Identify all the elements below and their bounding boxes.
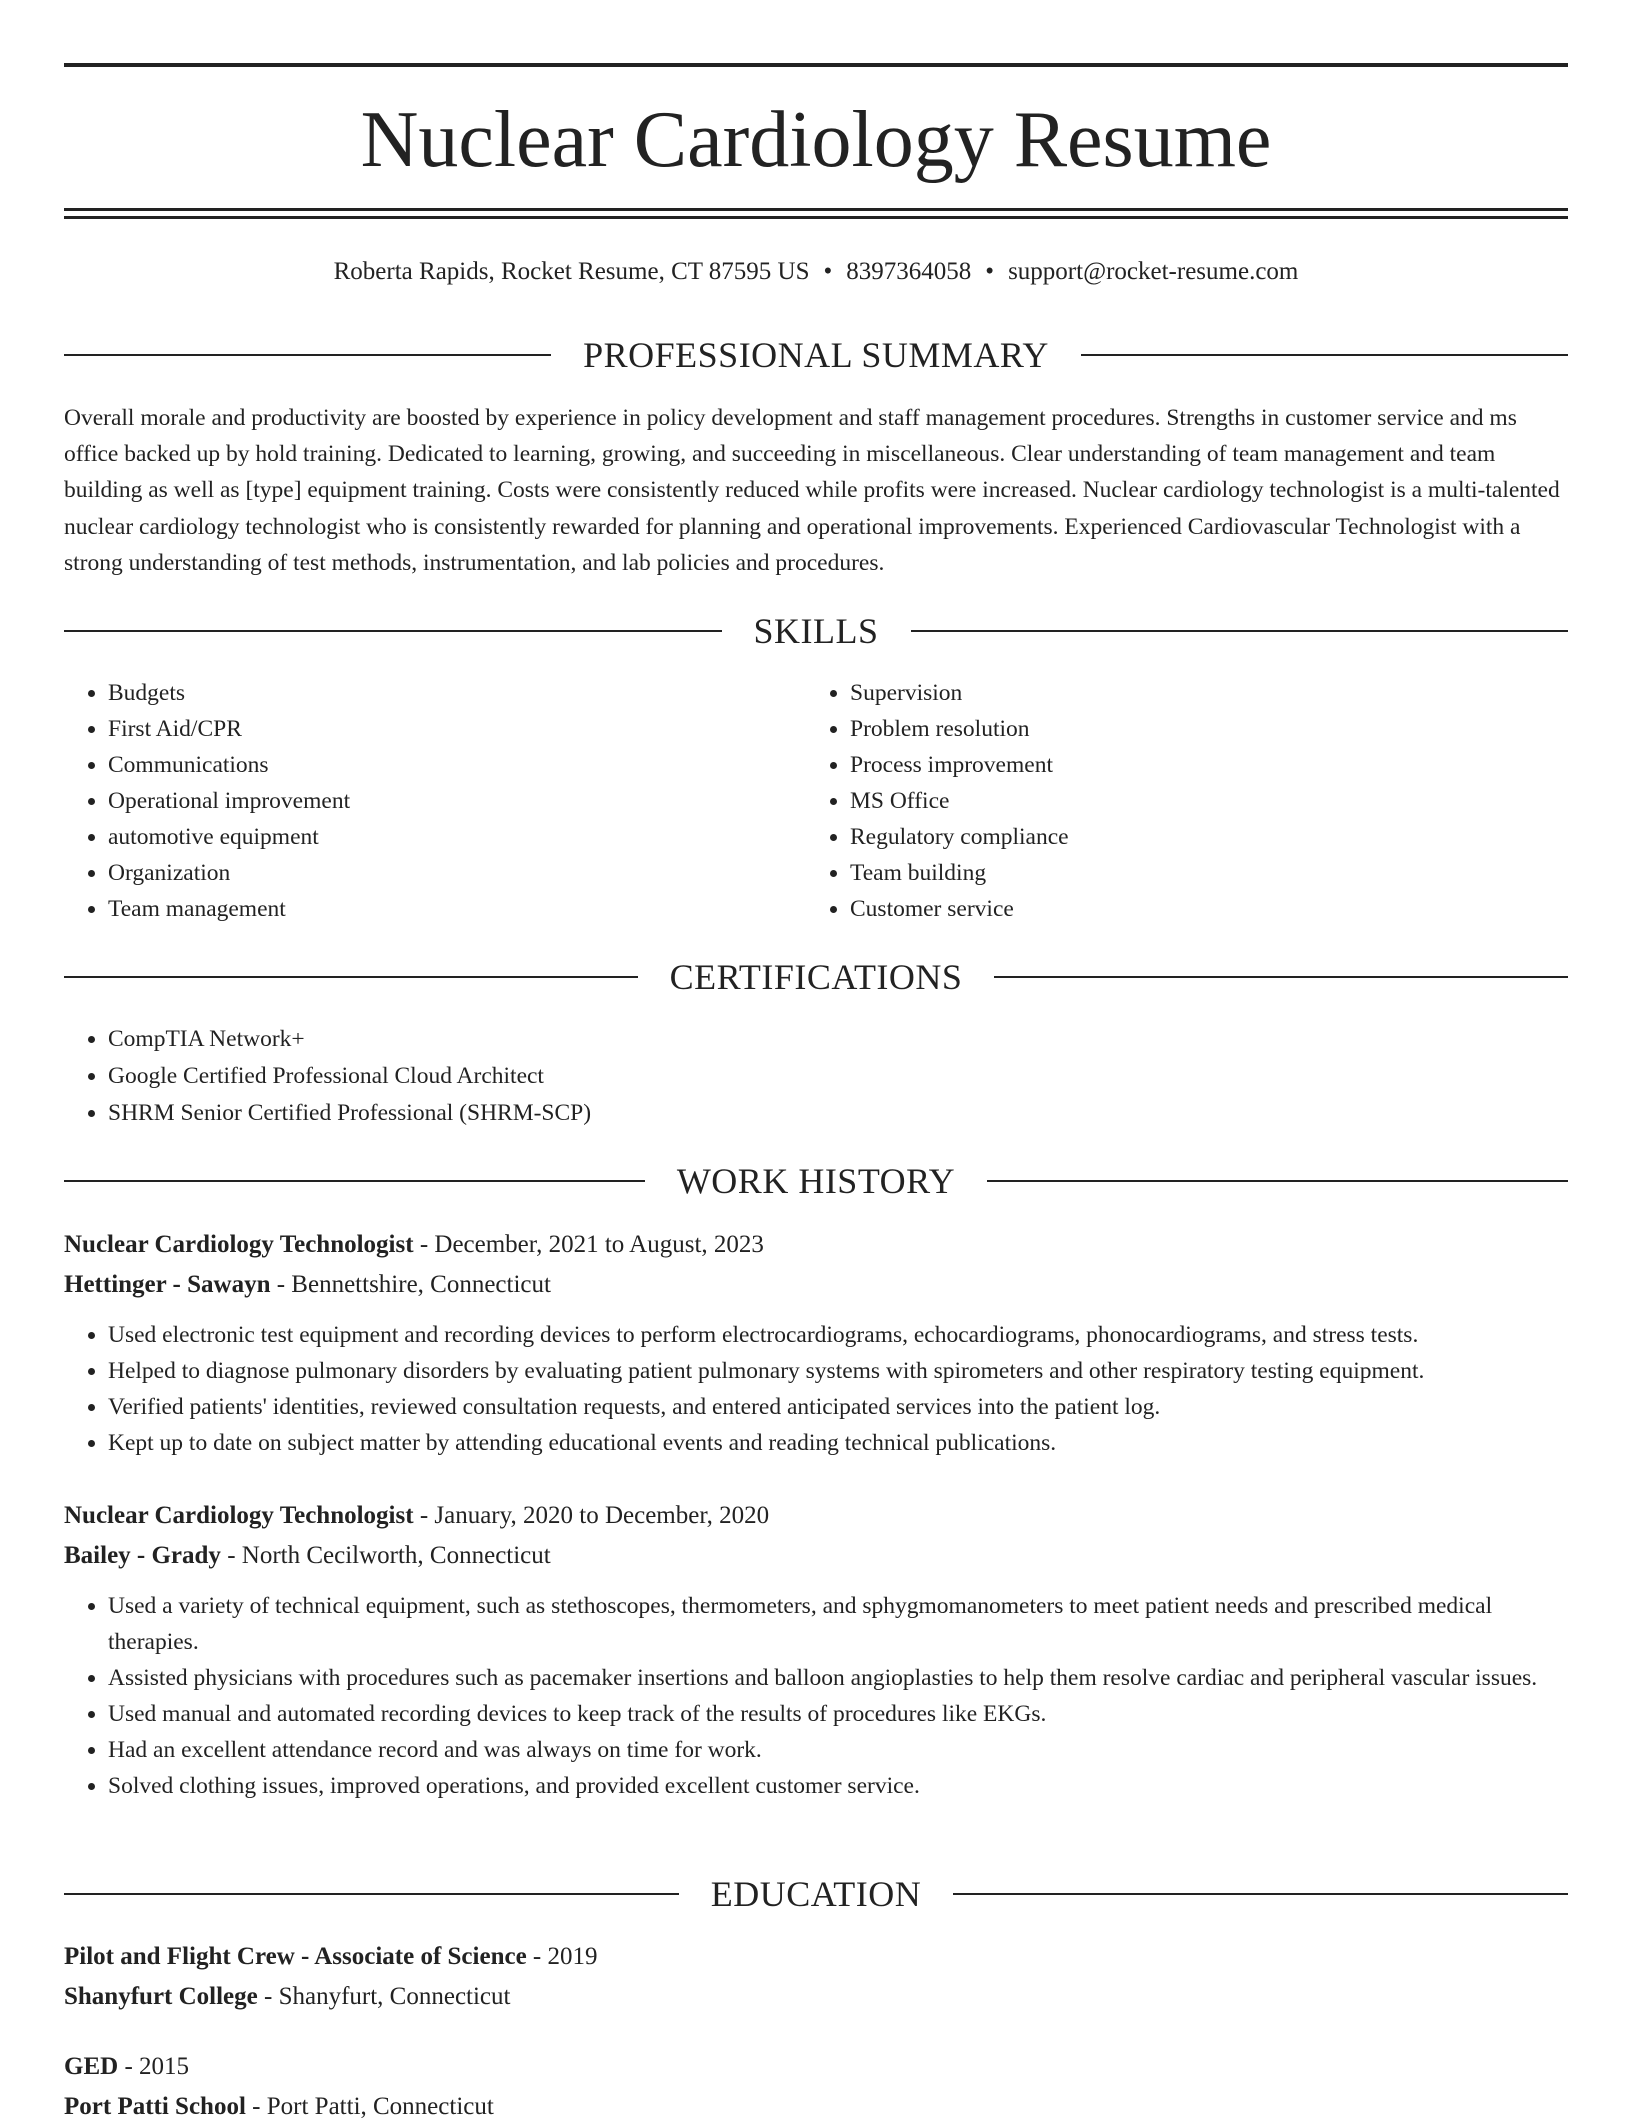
skill-item: • Supervision [850, 675, 1506, 711]
education-school-line [64, 2087, 1568, 2127]
education-degree-line [64, 2047, 1568, 2087]
section-title: EDUCATION [710, 1874, 922, 1914]
divider-line [994, 976, 1568, 978]
job-company: Bailey - Grady [64, 1542, 221, 1569]
job-title-line [64, 1225, 1568, 1265]
skill-item: • Team management [108, 891, 764, 927]
job-bullet: • Assisted physicians with procedures such as pacemaker insertions and balloon angioplasties to help them resolve cardiac and peripheral vascular issues. [108, 1660, 1568, 1696]
education-degree: Pilot and Flight Crew - Associate of Science [64, 1943, 527, 1970]
skill-item: • Communications [108, 747, 764, 783]
job-company: Hettinger - Sawayn [64, 1271, 271, 1298]
skill-item: • Customer service [850, 891, 1506, 927]
job-title: Nuclear Cardiology Technologist [64, 1502, 414, 1529]
job-bullets [64, 1588, 1568, 1804]
section-title: WORK HISTORY [676, 1161, 956, 1201]
job-title-line [64, 1496, 1568, 1536]
header-rule-top [64, 63, 1568, 67]
education-degree: GED [64, 2053, 119, 2080]
job-bullets [64, 1317, 1568, 1461]
divider-line [987, 1180, 1568, 1182]
skill-item: • MS Office [850, 783, 1506, 819]
job-company-line [64, 1265, 1568, 1305]
skill-item: • Process improvement [850, 747, 1506, 783]
education-entry [64, 2047, 1568, 2127]
summary-paragraph: Overall morale and productivity are boosted by experience in policy development and staff management procedures. Strengths in customer service and ms office backed up by hold training. Dedicated to learning, growing, and succeeding in miscellaneous. Clear understanding of team management and team building as well as [type] equipment training. Costs were consistently reduced while profits were increased. Nuclear cardiology technologist is a multi-talented nuclear cardiology technologist who is consistently rewarded for planning and operational improvements. Experienced Cardiovascular Technologist with a strong understanding of test methods, instrumentation, and lab policies and procedures. [64, 405, 1560, 576]
job-dates: - December, 2021 to August, 2023 [413, 1231, 764, 1258]
divider-line [64, 630, 722, 632]
job-location: - Bennettshire, Connecticut [270, 1271, 551, 1298]
divider-line [953, 1893, 1568, 1895]
job-bullet: • Used electronic test equipment and recording devices to perform electrocardiograms, echocardiograms, phonocardiograms, and stress tests. [108, 1317, 1568, 1353]
skills-list-left [64, 675, 764, 927]
section-header-work-history [64, 1159, 1568, 1203]
resume-title: Nuclear Cardiology Resume [360, 96, 1272, 184]
education-location: - Port Patti, Connecticut [245, 2093, 494, 2120]
section-title: CERTIFICATIONS [669, 957, 963, 997]
education-school: Port Patti School [64, 2093, 246, 2120]
skill-item: • Regulatory compliance [850, 819, 1506, 855]
skill-item: • automotive equipment [108, 819, 764, 855]
divider-line [64, 976, 638, 978]
contact-address: Roberta Rapids, Rocket Resume, CT 87595 US [333, 258, 810, 285]
job-dates: - January, 2020 to December, 2020 [413, 1502, 770, 1529]
certification-item: • CompTIA Network+ [108, 1021, 1464, 1058]
contact-email[interactable]: support@rocket-resume.com [1008, 258, 1299, 285]
job-title: Nuclear Cardiology Technologist [64, 1231, 414, 1258]
contact-separator: • [985, 258, 995, 285]
job-bullet: • Kept up to date on subject matter by attending educational events and reading technical publications. [108, 1425, 1568, 1461]
certifications-list [64, 1021, 1464, 1132]
contact-line [64, 252, 1568, 292]
education-degree-line [64, 1937, 1568, 1977]
divider-line [64, 1180, 645, 1182]
header-rule-double-top [64, 208, 1568, 211]
education-location: - Shanyfurt, Connecticut [257, 1983, 511, 2010]
certification-item: • Google Certified Professional Cloud Architect [108, 1058, 1464, 1095]
education-year: - 2019 [526, 1943, 598, 1970]
education-year: - 2015 [118, 2053, 190, 2080]
job-entry [64, 1496, 1568, 1804]
job-bullet: • Verified patients' identities, reviewed consultation requests, and entered anticipated services into the patient log. [108, 1389, 1568, 1425]
contact-separator: • [823, 258, 833, 285]
divider-line [64, 1893, 679, 1895]
certification-item: • SHRM Senior Certified Professional (SHRM-SCP) [108, 1095, 1464, 1132]
section-header-skills [64, 609, 1568, 653]
education-school-line [64, 1977, 1568, 2017]
job-bullet: • Used manual and automated recording devices to keep track of the results of procedures like EKGs. [108, 1696, 1568, 1732]
divider-line [64, 354, 551, 356]
section-title: PROFESSIONAL SUMMARY [583, 335, 1049, 375]
job-bullet: • Had an excellent attendance record and was always on time for work. [108, 1732, 1568, 1768]
skill-item: • Team building [850, 855, 1506, 891]
header-rule-double-bottom [64, 216, 1568, 219]
job-company-line [64, 1536, 1568, 1576]
job-bullet: • Used a variety of technical equipment, such as stethoscopes, thermometers, and sphygmomanometers to meet patient needs and prescribed medical therapies. [108, 1588, 1568, 1660]
job-bullet: • Solved clothing issues, improved operations, and provided excellent customer service. [108, 1768, 1568, 1804]
section-header-certifications [64, 955, 1568, 999]
education-school: Shanyfurt College [64, 1983, 258, 2010]
job-location: - North Cecilworth, Connecticut [220, 1542, 551, 1569]
skill-item: • Operational improvement [108, 783, 764, 819]
job-bullet: • Helped to diagnose pulmonary disorders by evaluating patient pulmonary systems with spirometers and other respiratory testing equipment. [108, 1353, 1568, 1389]
skill-item: • First Aid/CPR [108, 711, 764, 747]
divider-line [1081, 354, 1568, 356]
contact-phone: 8397364058 [846, 258, 972, 285]
job-entry [64, 1225, 1568, 1461]
section-title: SKILLS [753, 611, 879, 651]
section-header-summary [64, 333, 1568, 377]
skills-list-right [806, 675, 1506, 927]
education-entry [64, 1937, 1568, 2017]
skill-item: • Problem resolution [850, 711, 1506, 747]
skill-item: • Budgets [108, 675, 764, 711]
skill-item: • Organization [108, 855, 764, 891]
divider-line [911, 630, 1569, 632]
section-header-education [64, 1872, 1568, 1916]
